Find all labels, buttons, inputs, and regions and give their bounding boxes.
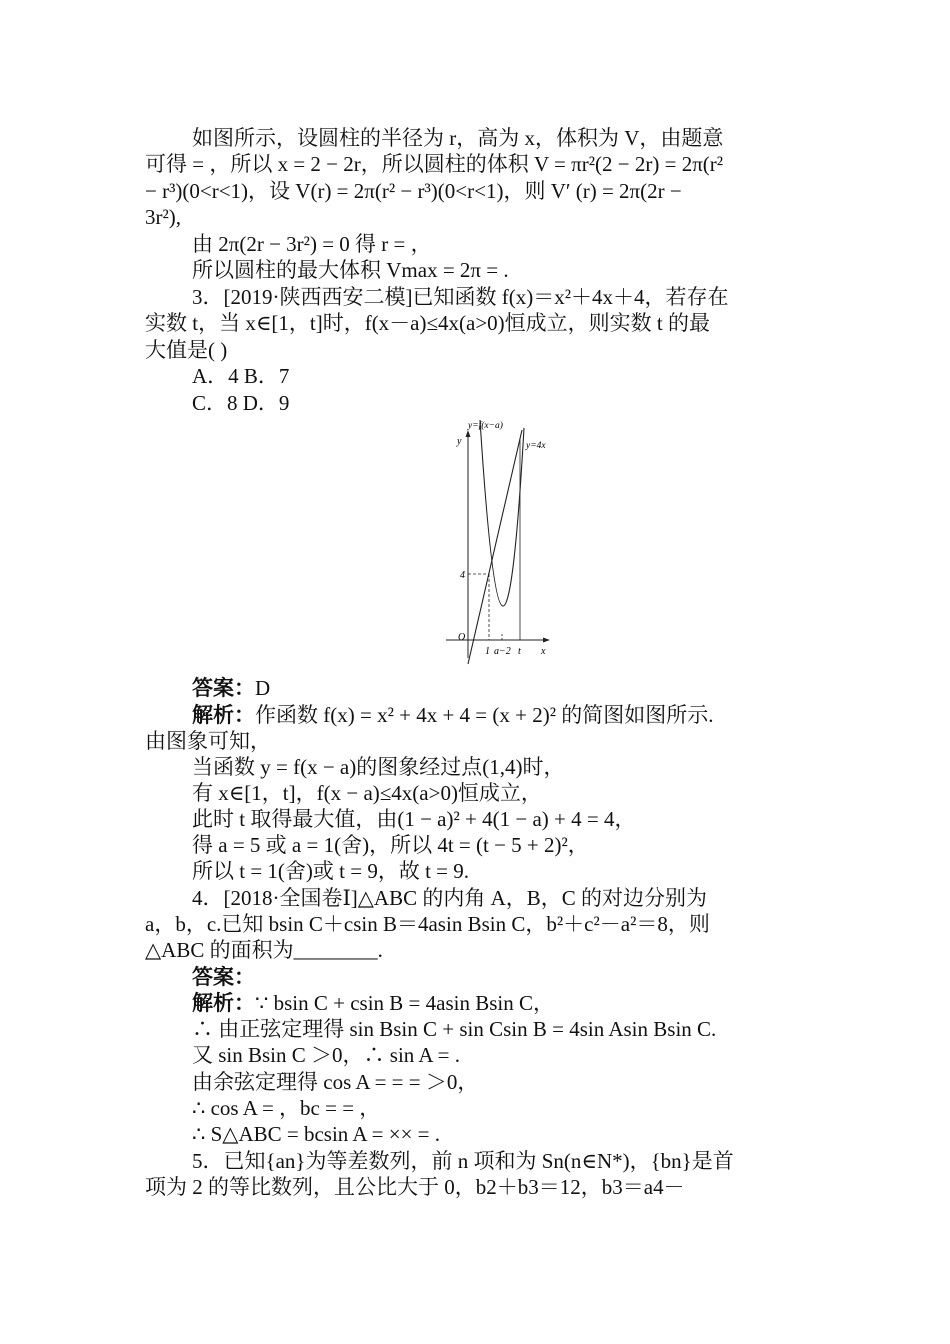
analysis-label: 解析： — [192, 991, 255, 1015]
text-line: △ABC 的面积为________. — [145, 938, 383, 962]
text-line: ∴ cos A = ，bc = = ， — [192, 1096, 381, 1120]
text-line: 如图所示，设圆柱的半径为 r，高为 x，体积为 V，由题意 — [192, 126, 724, 150]
x-tick-vertex: a−2 — [494, 646, 511, 657]
x-axis-label: x — [541, 646, 546, 657]
x-tick-t: t — [518, 646, 521, 657]
text-line: 所以圆柱的最大体积 Vmax = 2π = . — [192, 258, 509, 282]
answer-label: 答案： — [192, 676, 255, 700]
text-line: 大值是( ) — [145, 338, 228, 362]
text-line: 又 sin Bsin C ＞0，∴ sin A = . — [192, 1043, 460, 1067]
answer-line — [192, 675, 270, 701]
text-line: − r³)(0<r<1)，设 V(r) = 2π(r² − r³)(0<r<1)，则 V′ (r) = 2π(2r − — [145, 179, 682, 203]
text-line: 可得 = ，所以 x = 2 − 2r，所以圆柱的体积 V = πr²(2 − 2r) = 2π(r² — [145, 152, 724, 176]
answer-line — [192, 964, 255, 990]
text-line: 得 a = 5 或 a = 1(舍)，所以 4t = (t − 5 + 2)²， — [192, 833, 589, 857]
analysis-line — [192, 702, 714, 728]
text-line: 所以 t = 1(舍)或 t = 9，故 t = 9. — [192, 859, 470, 883]
question-3-stem: 3．[2019·陕西西安二模]已知函数 f(x)＝x²＋4x＋4，若存在 — [192, 285, 729, 309]
text-line: 有 x∈[1，t]，f(x − a)≤4x(a>0)恒成立， — [192, 781, 542, 805]
text-line: 当函数 y = f(x − a)的图象经过点(1,4)时， — [192, 755, 565, 779]
text-line: a，b，c.已知 bsin C＋csin B＝4asin Bsin C，b²＋c²－a²＝8，则 — [145, 912, 710, 936]
y-tick-4: 4 — [460, 570, 465, 581]
y-axis-label: y — [457, 436, 462, 447]
text-line: 实数 t，当 x∈[1，t]时，f(x－a)≤4x(a>0)恒成立，则实数 t 的最 — [145, 311, 711, 335]
analysis-label: 解析： — [192, 703, 255, 727]
text-line: ∴ 由正弦定理得 sin Bsin C + sin Csin B = 4sin Asin Bsin C. — [192, 1017, 717, 1041]
analysis-text: 作函数 f(x) = x² + 4x + 4 = (x + 2)² 的简图如图所示. — [255, 703, 714, 727]
line-label: y=4x — [526, 441, 546, 451]
text-line: 由图象可知， — [145, 729, 271, 753]
answer-value: D — [255, 676, 271, 700]
analysis-line — [192, 990, 554, 1016]
text-line: 3r²), — [145, 205, 182, 229]
text-line: 项为 2 的等比数列，且公比大于 0，b2＋b3＝12，b3＝a4－ — [145, 1175, 685, 1199]
question-5-stem: 5．已知{an}为等差数列，前 n 项和为 Sn(n∈N*)，{bn}是首 — [192, 1149, 734, 1173]
text-line: 由余弦定理得 cos A = = = ＞0， — [192, 1070, 479, 1094]
question-4-stem: 4．[2018·全国卷Ⅰ]△ABC 的内角 A，B，C 的对边分别为 — [192, 886, 708, 910]
text-line: 此时 t 取得最大值，由(1 − a)² + 4(1 − a) + 4 = 4， — [192, 807, 636, 831]
function-graph-figure — [438, 418, 558, 666]
analysis-text: ∵ bsin C + csin B = 4asin Bsin C， — [255, 991, 554, 1015]
choice-row-ab: A．4 B．7 — [192, 364, 290, 388]
answer-label: 答案： — [192, 965, 255, 989]
x-tick-1: 1 — [485, 646, 490, 657]
text-line: 由 2π(2r − 3r²) = 0 得 r = ， — [192, 232, 432, 256]
text-line: ∴ S△ABC = bcsin A = ×× = . — [192, 1122, 441, 1146]
choice-row-cd: C．8 D．9 — [192, 391, 290, 415]
curve-label: y=f(x−a) — [468, 421, 503, 431]
origin-label: O — [458, 632, 466, 643]
